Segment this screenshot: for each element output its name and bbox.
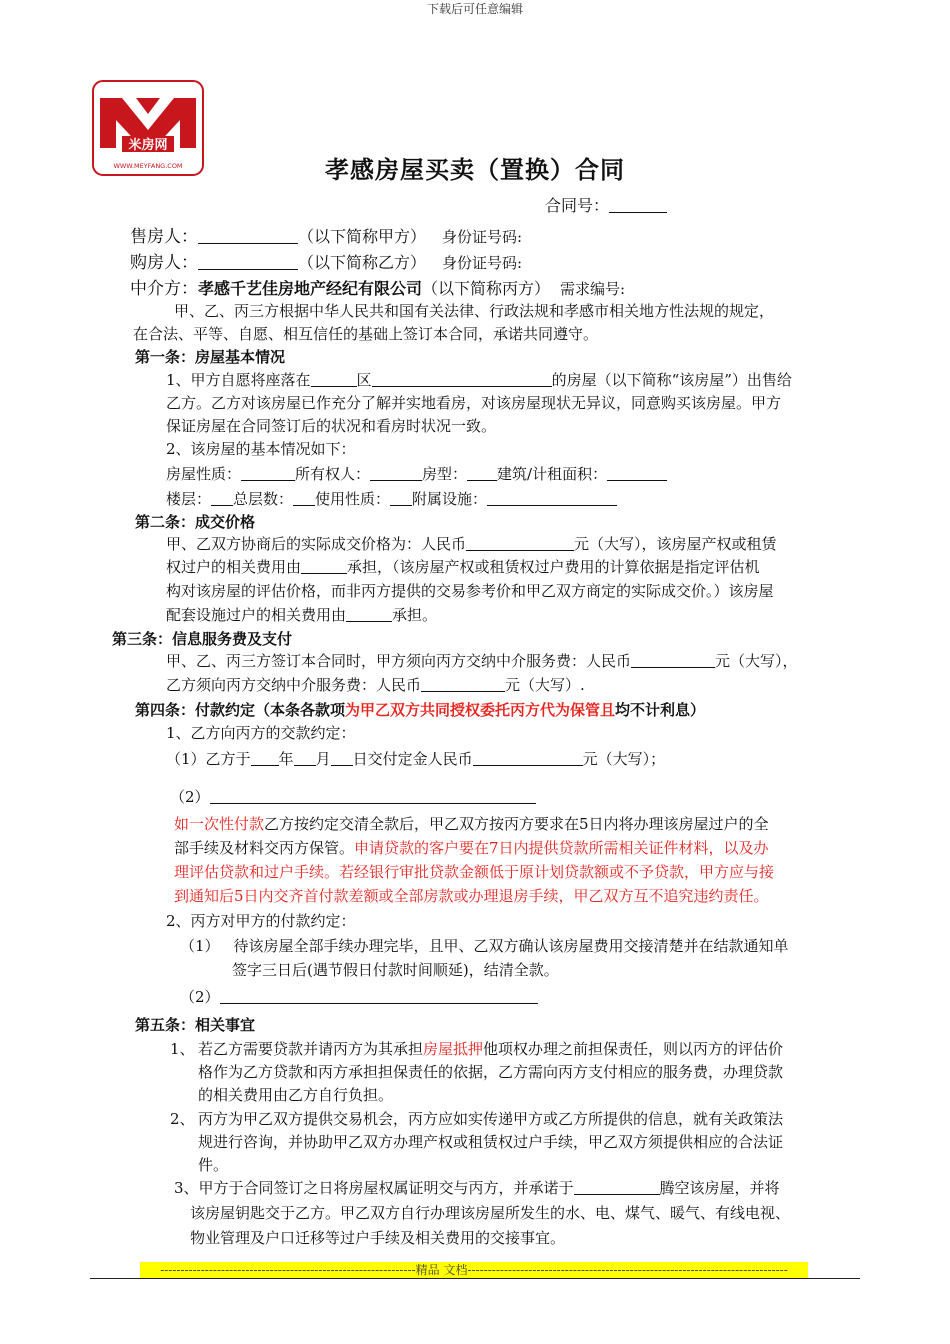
art3-text: 元（大写）， xyxy=(715,652,798,670)
article-4-title xyxy=(135,699,705,720)
art4-text: 待该房屋全部手续办理完毕，且甲、乙双方确认该房屋费用交接清楚并在结款通知单 xyxy=(233,937,789,955)
agent-line xyxy=(130,274,625,299)
art4-text: 部手续及材料交丙方保管。 xyxy=(174,839,355,857)
art5-item-3-line-1 xyxy=(174,1177,780,1198)
art1-text: 的房屋（以下简称“该房屋”）出售给 xyxy=(551,371,792,389)
owner-blank[interactable] xyxy=(370,465,422,481)
art2-line-1 xyxy=(166,533,777,554)
area-blank[interactable] xyxy=(607,465,667,481)
seller-label: 售房人： xyxy=(130,227,198,247)
art2-text: 配套设施过户的相关费用由 xyxy=(166,606,347,624)
field-label: 建筑/计租面积： xyxy=(497,465,608,483)
seller-suffix: （以下简称甲方） xyxy=(298,227,427,246)
seller-line xyxy=(130,222,522,247)
logo-url: WWW.MEYFANG.COM xyxy=(113,162,183,170)
art4-text: （2） xyxy=(180,988,220,1006)
art4-red-line-4: 到通知后5日内交齐首付款差额或全部房款或办理退房手续，甲乙双方互不追究违约责任。 xyxy=(174,887,769,905)
art4-line-2 xyxy=(166,748,665,769)
art2-text: 甲、乙双方协商后的实际成交价格为：人民币 xyxy=(166,535,467,553)
art3-line-1 xyxy=(166,650,798,671)
art5-text: 腾空该房屋，并将 xyxy=(659,1179,780,1197)
art2-line-4 xyxy=(166,604,437,625)
price-blank[interactable] xyxy=(466,535,574,551)
day-blank[interactable] xyxy=(331,750,353,766)
art4-line-3 xyxy=(170,786,536,807)
art1-line-2: 乙方。乙方对该房屋已作充分了解并实地看房，对该房屋现状无异议，同意购买该房屋。甲方 xyxy=(166,394,782,412)
article-1-title: 第一条：房屋基本情况 xyxy=(135,348,286,366)
article-3-title: 第三条：信息服务费及支付 xyxy=(112,630,293,648)
art1-line-1 xyxy=(166,369,792,390)
art4-text: （2） xyxy=(170,788,210,806)
art5-item-1-line-1 xyxy=(198,1038,783,1059)
address-blank[interactable] xyxy=(372,371,552,387)
art3-text: 乙方须向丙方交纳中介服务费：人民币 xyxy=(166,676,422,694)
house-nature-blank[interactable] xyxy=(241,465,295,481)
art4-text: （1）乙方于 xyxy=(166,750,251,768)
logo-text: 米房网 xyxy=(128,138,168,153)
art4-text: 月 xyxy=(315,750,331,768)
art4-red-line-2 xyxy=(174,837,769,858)
art1-text: 1、甲方自愿将座落在 xyxy=(166,371,311,389)
art1-line-3: 保证房屋在合同签订后的状况和看房时状况一致。 xyxy=(166,417,497,435)
art5-item-1-line-2: 格作为乙方贷款和丙方承担担保责任的依据，乙方需向丙方支付相应的服务费，办理贷款 xyxy=(198,1063,784,1081)
art2-line-3: 构对该房屋的评估价格，而非丙方提供的交易参考价和甲乙双方商定的实际成交价。）该房屋 xyxy=(166,582,774,600)
field-label: 总层数： xyxy=(233,490,294,508)
demand-label: 需求编号: xyxy=(560,280,626,298)
buyer-blank[interactable] xyxy=(198,253,298,270)
art4-line-4: 2、丙方对甲方的付款约定： xyxy=(166,912,356,930)
art4-title-red: 为甲乙双方共同授权委托丙方代为保管且 xyxy=(345,701,616,719)
art3-text: 甲、乙、丙三方签订本合同时，甲方须向丙方交纳中介服务费：人民币 xyxy=(166,652,632,670)
art4-line-5 xyxy=(180,935,789,956)
field-label: 房型： xyxy=(422,465,468,483)
art4-red-line-3: 理评估贷款和过户手续。若经银行审批贷款金额低于原计划贷款额或不予贷款，甲方应与接 xyxy=(174,863,775,881)
buyer-label: 购房人： xyxy=(130,253,198,273)
buyer-fee-blank[interactable] xyxy=(421,676,505,692)
art2-text: 承担，（该房屋产权或租赁权过户费用的计算依据是指定评估机 xyxy=(347,558,760,576)
art5-item-2-line-2: 规进行咨询，并协助甲乙双方办理产权或租赁权过户手续，甲乙双方须提供相应的合法证 xyxy=(198,1133,784,1151)
art5-item-3-line-2: 该房屋钥匙交于乙方。甲乙双方自行办理该房屋所发生的水、电、煤气、暖气、有线电视、 xyxy=(190,1204,791,1222)
page-title: 孝感房屋买卖（置换）合同 xyxy=(325,156,625,184)
total-floors-blank[interactable] xyxy=(293,490,315,506)
seller-blank[interactable] xyxy=(198,227,298,244)
seller-id-label: 身份证号码: xyxy=(442,228,523,246)
art5-item-2-num: 2、 xyxy=(170,1110,195,1128)
intro-line-1: 甲、乙、丙三方根据中华人民共和国有关法律、行政法规和孝感市相关地方性法规的规定， xyxy=(174,302,775,320)
art4-text: （1） xyxy=(180,937,220,955)
art4-text: 年 xyxy=(278,750,294,768)
agent-label: 中介方： xyxy=(130,279,198,299)
month-blank[interactable] xyxy=(294,750,316,766)
art5-red-text: 房屋抵押 xyxy=(423,1040,484,1058)
art4-title-part: 均不计利息） xyxy=(615,701,706,719)
art2-text: 元（大写），该房屋产权或租赁 xyxy=(574,535,777,553)
deposit-blank[interactable] xyxy=(473,750,583,766)
art5-text: 3、甲方于合同签订之日将房屋权属证明交与丙方，并承诺于 xyxy=(174,1179,574,1197)
intro-line-2: 在合法、平等、自愿、相互信任的基础上签订本合同，承诺共同遵守。 xyxy=(133,325,599,343)
vacate-date-blank[interactable] xyxy=(574,1179,660,1195)
transfer-fee-party-blank[interactable] xyxy=(301,558,347,574)
contract-number xyxy=(545,193,667,216)
art5-item-3-line-3: 物业管理及户口迁移等过户手续及相关费用的交接事宜。 xyxy=(190,1229,566,1247)
art5-text: 若乙方需要贷款并请丙方为其承担 xyxy=(198,1040,424,1058)
contract-number-blank[interactable] xyxy=(609,196,667,213)
room-type-blank[interactable] xyxy=(467,465,497,481)
art2-text: 权过户的相关费用由 xyxy=(166,558,302,576)
art1-fields-1 xyxy=(166,463,667,484)
agent-suffix: （以下简称丙方） xyxy=(422,279,551,298)
seller-fee-blank[interactable] xyxy=(631,652,715,668)
footer-divider xyxy=(90,1278,860,1279)
art5-item-1-num: 1、 xyxy=(170,1040,195,1058)
floor-blank[interactable] xyxy=(211,490,233,506)
art4-text: 日交付定金人民币 xyxy=(352,750,473,768)
field-label: 附属设施： xyxy=(412,490,488,508)
art2-text: 承担。 xyxy=(392,606,438,624)
agent-payment-term-2-blank[interactable] xyxy=(220,988,538,1004)
agent-name: 孝感千艺佳房地产经纪有限公司 xyxy=(198,279,423,298)
field-label: 楼层： xyxy=(166,490,212,508)
art4-text: 元（大写）； xyxy=(582,750,666,768)
art4-line-7 xyxy=(180,986,538,1007)
use-nature-blank[interactable] xyxy=(390,490,412,506)
top-note: 下载后可任意编辑 xyxy=(426,2,523,16)
art5-item-2-line-3: 件。 xyxy=(198,1156,229,1174)
footer-banner: ---------------------------------------------------------------精品 文档------------------------------------------------------------------------------- xyxy=(140,1262,808,1278)
facility-fee-party-blank[interactable] xyxy=(346,606,392,622)
art1-text: 区 xyxy=(356,371,372,389)
buyer-line xyxy=(130,248,522,273)
buyer-suffix: （以下简称乙方） xyxy=(298,253,427,272)
field-label: 房屋性质： xyxy=(166,465,242,483)
art4-line-6: 签字三日后(遇节假日付款时间顺延)，结清全款。 xyxy=(232,961,559,979)
buyer-id-label: 身份证号码: xyxy=(442,254,523,272)
art5-item-2-line-1: 丙方为甲乙双方提供交易机会，丙方应如实传递甲方或乙方所提供的信息，就有关政策法 xyxy=(198,1110,784,1128)
art3-line-2 xyxy=(166,674,585,695)
contract-number-label: 合同号： xyxy=(545,196,610,215)
art4-title-part: 第四条：付款约定（本条各款项 xyxy=(135,701,346,719)
article-5-title: 第五条：相关事宜 xyxy=(135,1016,256,1034)
art4-red-text: 申请贷款的客户要在7日内提供贷款所需相关证件材料，以及办 xyxy=(354,839,769,857)
art4-line-1: 1、乙方向丙方的交款约定： xyxy=(166,724,356,742)
art4-red-text: 如一次性付款 xyxy=(174,815,265,833)
art4-red-line-1 xyxy=(174,813,769,834)
art5-item-1-line-3: 的相关费用由乙方自行负担。 xyxy=(198,1086,394,1104)
field-label: 所有权人： xyxy=(295,465,371,483)
district-blank[interactable] xyxy=(311,371,357,387)
year-blank[interactable] xyxy=(251,750,279,766)
payment-term-2-blank[interactable] xyxy=(210,788,536,804)
art1-fields-2 xyxy=(166,488,617,509)
field-label: 使用性质： xyxy=(315,490,391,508)
art3-text: 元（大写）. xyxy=(505,676,585,694)
art4-text: 乙方按约定交清全款后，甲乙双方按丙方要求在5日内将办理该房屋过户的全 xyxy=(264,815,769,833)
article-2-title: 第二条：成交价格 xyxy=(135,513,256,531)
footer-text: 精品 文档 xyxy=(415,1263,468,1277)
art1-line-4: 2、该房屋的基本情况如下： xyxy=(166,440,356,458)
facilities-blank[interactable] xyxy=(487,490,617,506)
art5-text: 他项权办理之前担保责任，则以丙方的评估价 xyxy=(483,1040,784,1058)
art2-line-2 xyxy=(166,556,760,577)
